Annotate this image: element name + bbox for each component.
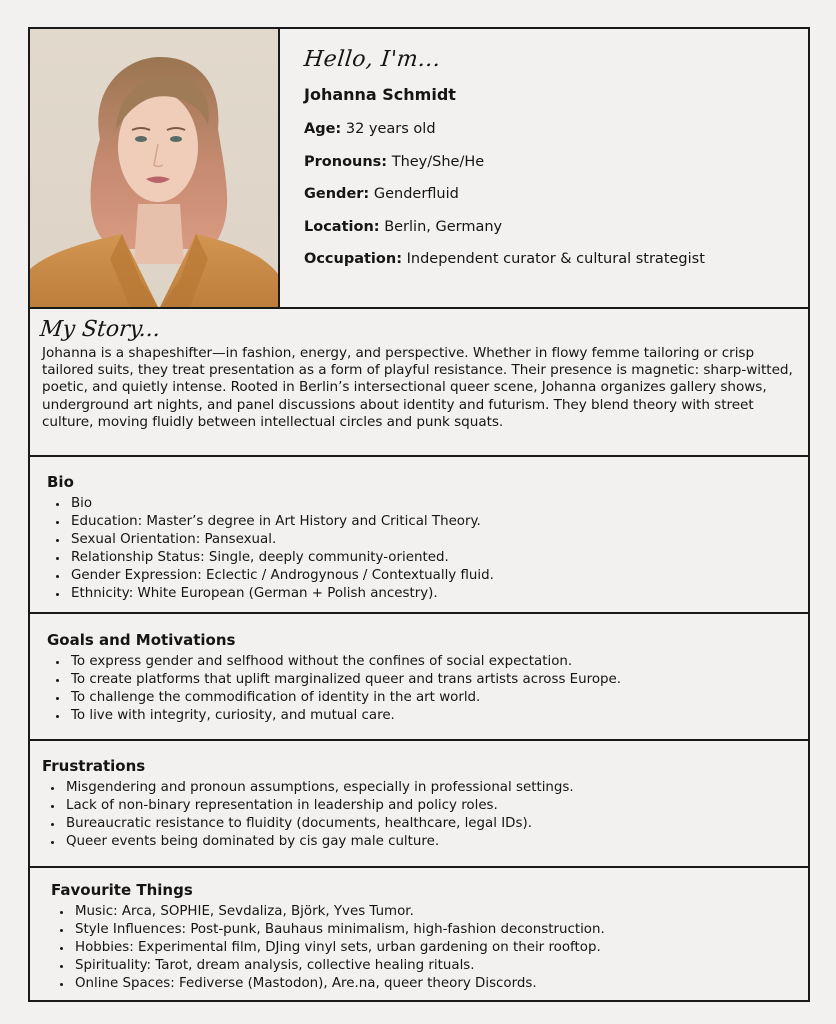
field-age [304, 119, 705, 139]
bio-title: Bio [47, 473, 74, 491]
field-value: They/She/He [391, 153, 485, 170]
list-item: To express gender and selfhood without the confines of social expectation. [47, 653, 808, 671]
field-label: Age: [304, 121, 342, 137]
goals-title: Goals and Motivations [47, 631, 236, 649]
greeting: Hello, I'm... [302, 47, 442, 72]
frustrations-title: Frustrations [42, 757, 146, 775]
persona-card [28, 27, 810, 1002]
list-item: Gender Expression: Eclectic / Androgynous / Contextually fluid. [47, 567, 808, 585]
list-item: Sexual Orientation: Pansexual. [47, 531, 808, 549]
field-value: 32 years old [345, 121, 436, 137]
list-item: Bio [47, 495, 808, 513]
list-item: To create platforms that uplift marginalized queer and trans artists across Europe. [47, 671, 808, 689]
field-label: Pronouns: [304, 153, 388, 170]
field-label: Gender: [304, 186, 370, 202]
goals-section [30, 614, 808, 741]
field-pronouns [304, 152, 705, 172]
field-value: Genderfluid [373, 186, 459, 202]
bio-section [30, 457, 808, 614]
story-text: Johanna is a shapeshifter—in fashion, energy, and perspective. Whether in flowy femme tailoring or crisp tailored suits, they treat presentation as a form of playful resistance. Their presence is magnetic: sharp-witted, poetic, and quietly intense. Rooted in Berlin’s intersectional queer scene, Johanna organizes gallery shows, underground art nights, and panel discussions about identity and futurism. They blend theory with street culture, moving fluidly between intellectual circles and punk squats. [42, 345, 793, 430]
favourites-section [30, 868, 808, 1000]
frustrations-list [42, 779, 808, 851]
field-label: Occupation: [304, 251, 402, 267]
intro-panel [304, 47, 705, 282]
favourites-title: Favourite Things [51, 881, 193, 899]
left-eye [135, 136, 147, 142]
field-location [304, 217, 705, 237]
bio-list [47, 495, 808, 603]
list-item: Bureaucratic resistance to fluidity (documents, healthcare, legal IDs). [42, 815, 808, 833]
list-item: Misgendering and pronoun assumptions, especially in professional settings. [42, 779, 808, 797]
list-item: Ethnicity: White European (German + Polish ancestry). [47, 585, 808, 603]
list-item: Education: Master’s degree in Art History and Critical Theory. [47, 513, 808, 531]
field-gender [304, 184, 705, 204]
field-value: Independent curator & cultural strategist [406, 251, 705, 267]
field-value: Berlin, Germany [384, 218, 503, 235]
list-item: Hobbies: Experimental film, DJing vinyl sets, urban gardening on their rooftop. [51, 939, 808, 957]
profile-header [30, 29, 808, 309]
list-item: Lack of non-binary representation in leadership and policy roles. [42, 797, 808, 815]
list-item: Queer events being dominated by cis gay male culture. [42, 833, 808, 851]
list-item: Spirituality: Tarot, dream analysis, collective healing rituals. [51, 957, 808, 975]
persona-name: Johanna Schmidt [304, 85, 456, 104]
list-item: Style Influences: Post-punk, Bauhaus minimalism, high-fashion deconstruction. [51, 921, 808, 939]
story-title: My Story... [38, 317, 162, 342]
right-eye [170, 136, 182, 142]
frustrations-section [30, 741, 808, 868]
favourites-list [51, 903, 808, 993]
profile-photo [30, 29, 280, 307]
neck [134, 204, 184, 264]
list-item: Online Spaces: Fediverse (Mastodon), Are.na, queer theory Discords. [51, 975, 808, 993]
list-item: To live with integrity, curiosity, and mutual care. [47, 707, 808, 725]
list-item: To challenge the commodification of identity in the art world. [47, 689, 808, 707]
goals-list [47, 653, 808, 725]
list-item: Relationship Status: Single, deeply community-oriented. [47, 549, 808, 567]
portrait-illustration [30, 29, 278, 307]
list-item: Music: Arca, SOPHIE, Sevdaliza, Björk, Yves Tumor. [51, 903, 808, 921]
field-label: Location: [304, 218, 380, 235]
field-occupation [304, 249, 705, 269]
story-section [30, 309, 808, 457]
